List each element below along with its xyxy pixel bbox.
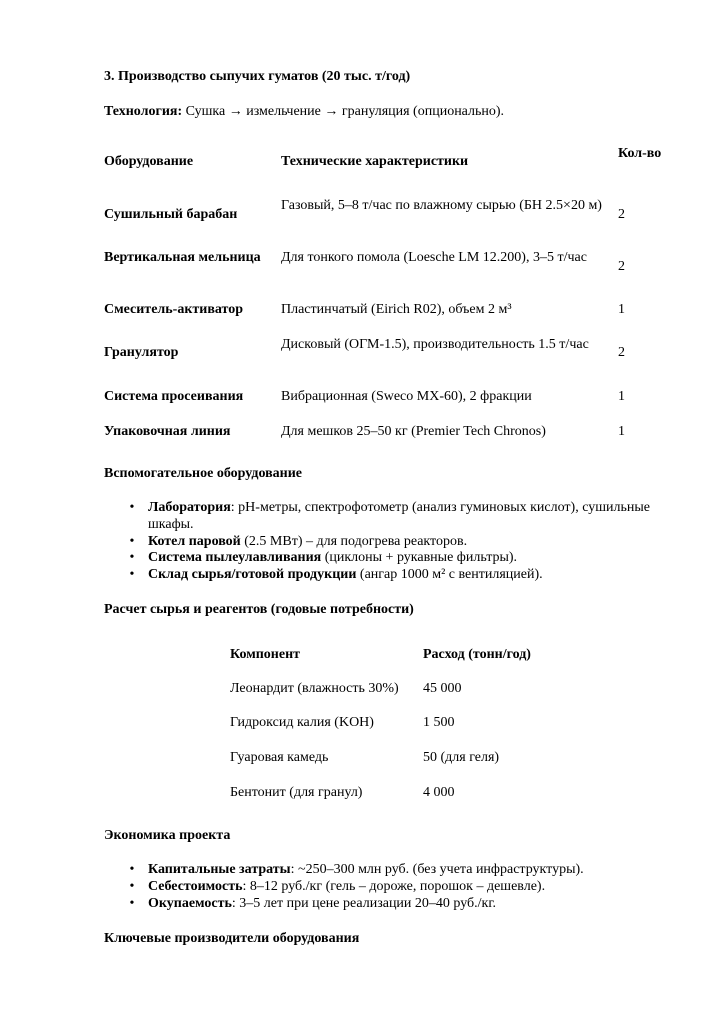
list-item-text: (ангар 1000 м² с вентиляцией).: [356, 567, 543, 583]
equipment-qty: 2: [618, 345, 625, 360]
equipment-qty: 1: [618, 389, 625, 404]
bullet-icon: •: [129, 895, 135, 911]
list-item-text: (2.5 МВт) – для подогрева реакторов.: [240, 533, 468, 549]
list-item-text: : ~250–300 млн руб. (без учета инфраструктуры).: [290, 862, 584, 877]
equipment-name: Гранулятор: [104, 345, 179, 360]
bullet-icon: •: [129, 550, 135, 566]
reagent-consumption: 4 000: [423, 785, 455, 800]
list-item-label: Лаборатория: [148, 500, 231, 515]
bullet-icon: •: [129, 862, 135, 877]
technology-line: [104, 104, 504, 121]
list-item: [125, 550, 680, 567]
list-item-text: (циклоны + рукавные фильтры).: [321, 550, 518, 566]
auxiliary-list: [125, 500, 680, 584]
list-item: [125, 534, 680, 551]
equipment-name: Смеситель-активатор: [104, 302, 244, 317]
list-item-label: Окупаемость: [148, 895, 232, 911]
bullet-icon: •: [129, 500, 135, 515]
list-item-text: : pH-метры, спектрофотометр (анализ гуминовых кислот), сушильные шкафы.: [148, 500, 650, 532]
equipment-name: Сушильный барабан: [104, 207, 238, 222]
reagent-component: Гуаровая камедь: [230, 750, 329, 765]
list-item-text: : 8–12 руб./кг (гель – дороже, порошок – дешевле).: [242, 878, 546, 894]
equipment-spec: Пластинчатый (Eirich R02), объем 2 м³: [281, 302, 512, 317]
bullet-icon: •: [129, 878, 135, 894]
list-item: [125, 567, 680, 584]
auxiliary-heading: Вспомогательное оборудование: [104, 466, 303, 481]
reagent-consumption: 45 000: [423, 681, 462, 696]
list-item-text: : 3–5 лет при цене реализации 20–40 руб./кг.: [231, 895, 497, 911]
reagent-component: Бентонит (для гранул): [230, 785, 363, 800]
table-header-consumption: Расход (тонн/год): [423, 647, 531, 662]
equipment-qty: 1: [618, 302, 625, 317]
list-item: [125, 896, 680, 913]
reagent-component: Леонардит (влажность 30%): [230, 681, 399, 696]
reagent-consumption: 50 (для геля): [423, 750, 500, 765]
equipment-spec: Для мешков 25–50 кг (Premier Tech Chronos): [281, 424, 546, 439]
list-item: [125, 500, 680, 534]
list-item: [125, 862, 680, 879]
technology-value: Сушка → измельчение → грануляция (опционально).: [182, 104, 505, 119]
list-item-label: Склад сырья/готовой продукции: [148, 567, 357, 583]
equipment-name: Система просеивания: [104, 389, 244, 404]
table-header-specs: Технические характеристики: [281, 154, 469, 169]
table-header-equipment: Оборудование: [104, 154, 194, 169]
equipment-spec: Газовый, 5–8 т/час по влажному сырью (БН 2.5×20 м): [281, 198, 602, 213]
technology-label: Технология:: [104, 104, 183, 119]
table-header-component: Компонент: [230, 647, 301, 662]
equipment-qty: 1: [618, 424, 625, 439]
table-header-qty: Кол-во: [618, 146, 662, 161]
list-item-label: Котел паровой: [148, 533, 241, 549]
bullet-icon: •: [129, 533, 135, 549]
list-item-label: Себестоимость: [148, 878, 243, 894]
list-item: [125, 879, 680, 896]
equipment-qty: 2: [618, 207, 625, 222]
equipment-name: Упаковочная линия: [104, 424, 231, 439]
reagents-heading: Расчет сырья и реагентов (годовые потребности): [104, 602, 414, 617]
reagent-consumption: 1 500: [423, 715, 455, 730]
section-heading: 3. Производство сыпучих гуматов (20 тыс. т/год): [104, 69, 411, 84]
equipment-name: Вертикальная мельница: [104, 250, 261, 265]
manufacturers-heading: Ключевые производители оборудования: [104, 931, 360, 946]
equipment-qty: 2: [618, 259, 625, 274]
reagent-component: Гидроксид калия (KOH): [230, 715, 374, 730]
list-item-label: Система пылеулавливания: [148, 550, 322, 566]
economics-heading: Экономика проекта: [104, 828, 231, 843]
bullet-icon: •: [129, 567, 135, 583]
equipment-spec: Дисковый (ОГМ-1.5), производительность 1.5 т/час: [281, 337, 589, 352]
equipment-spec: Вибрационная (Sweco MX-60), 2 фракции: [281, 389, 532, 404]
list-item-label: Капитальные затраты: [148, 862, 291, 877]
economics-list: [125, 862, 680, 912]
equipment-spec: Для тонкого помола (Loesche LM 12.200), 3–5 т/час: [281, 250, 587, 265]
